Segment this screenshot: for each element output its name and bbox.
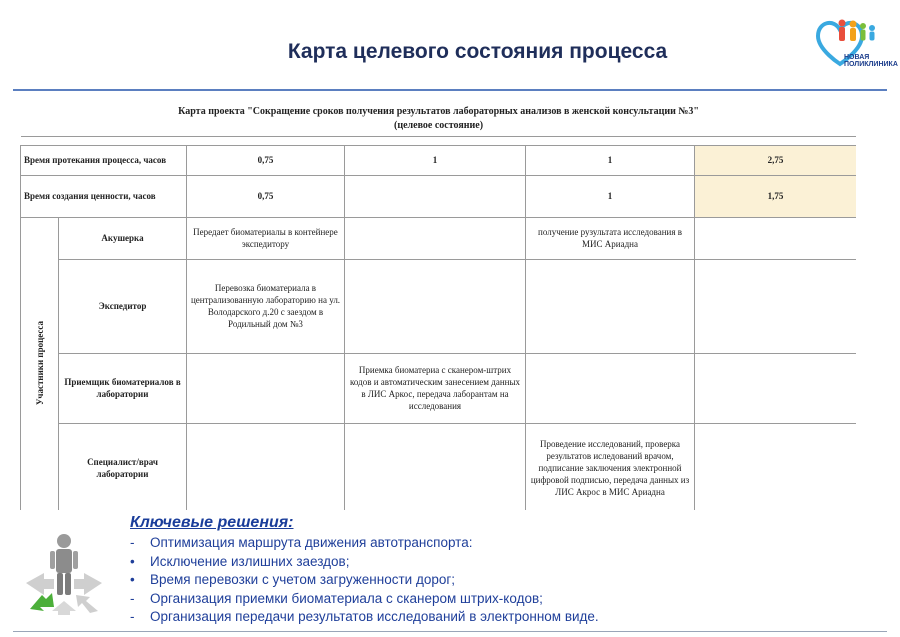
project-map-table	[20, 102, 856, 510]
person-crossroads-icon	[24, 531, 104, 615]
cell-value: 0,75	[187, 175, 345, 217]
role-cell	[187, 353, 345, 423]
table-row	[21, 145, 857, 175]
cell-total: 1,75	[695, 175, 857, 217]
cell-value: 0,75	[187, 145, 345, 175]
footer-divider	[13, 631, 887, 632]
role-cell: получение рузультата исследования в МИС Ариадна	[526, 217, 695, 259]
role-cell	[526, 353, 695, 423]
role-cell	[695, 423, 857, 510]
role-name: Экспедитор	[59, 259, 187, 353]
role-cell	[526, 259, 695, 353]
title-divider	[13, 89, 887, 91]
participants-label: Участники процесса	[21, 217, 59, 510]
role-cell: Проведение исследований, проверка результатов иследований врачом, подписание заключения электронной цифровой подписью, передача данных из ЛИС Акрос в МИС Ариадна	[526, 423, 695, 510]
role-cell	[345, 217, 526, 259]
row-label-process-time: Время протекания процесса, часов	[21, 145, 187, 175]
spacer-row	[21, 136, 857, 145]
list-item: - Оптимизация маршрута движения автотранспорта:	[130, 535, 473, 550]
role-cell: Приемка биоматериа с сканером-штрих кодов и автоматическим занесением данных в ЛИС Аркос, передача лаборантам на исследования	[345, 353, 526, 423]
role-cell	[695, 353, 857, 423]
row-label-value-time: Время создания ценности, часов	[21, 175, 187, 217]
role-cell: Перевозка биоматериала в централизованную лабораторию на ул. Володарского д.20 с заездом в Родильный дом №3	[187, 259, 345, 353]
role-cell	[695, 217, 857, 259]
key-decisions-title: Ключевые решения:	[130, 514, 294, 531]
list-item: - Организация приемки биоматериала с сканером штрих-кодов;	[130, 590, 543, 606]
role-cell	[345, 259, 526, 353]
role-cell	[345, 423, 526, 510]
role-cell: Передает биоматериалы в контейнере экспедитору	[187, 217, 345, 259]
cell-value: 1	[345, 145, 526, 175]
cell-value	[345, 175, 526, 217]
table-title: Карта проекта "Сокращение сроков получения результатов лабораторных анализов в женской консультации №3" (целевое состояние)	[21, 102, 857, 136]
list-item: • Время перевозки с учетом загруженности дорог;	[130, 572, 456, 587]
table-row	[21, 353, 857, 423]
role-cell	[187, 423, 345, 510]
cell-value: 1	[526, 175, 695, 217]
table-row	[21, 423, 857, 510]
role-cell	[695, 259, 857, 353]
list-item: • Исключение излишних заездов;	[130, 553, 350, 569]
list-item: - Организация передачи результатов исследований в электронном виде.	[130, 609, 599, 624]
key-decisions	[130, 514, 850, 627]
role-name: Приемщик биоматериалов в лаборатории	[59, 353, 187, 423]
table-row	[21, 259, 857, 353]
table-row	[21, 217, 857, 259]
logo-text: НОВАЯ ПОЛИКЛИНИКА	[844, 54, 898, 68]
role-name: Специалист/врач лаборатории	[59, 423, 187, 510]
cell-value: 1	[526, 145, 695, 175]
cell-total: 2,75	[695, 145, 857, 175]
table-row	[21, 175, 857, 217]
page-title: Карта целевого состояния процесса	[287, 40, 668, 63]
role-name: Акушерка	[59, 217, 187, 259]
